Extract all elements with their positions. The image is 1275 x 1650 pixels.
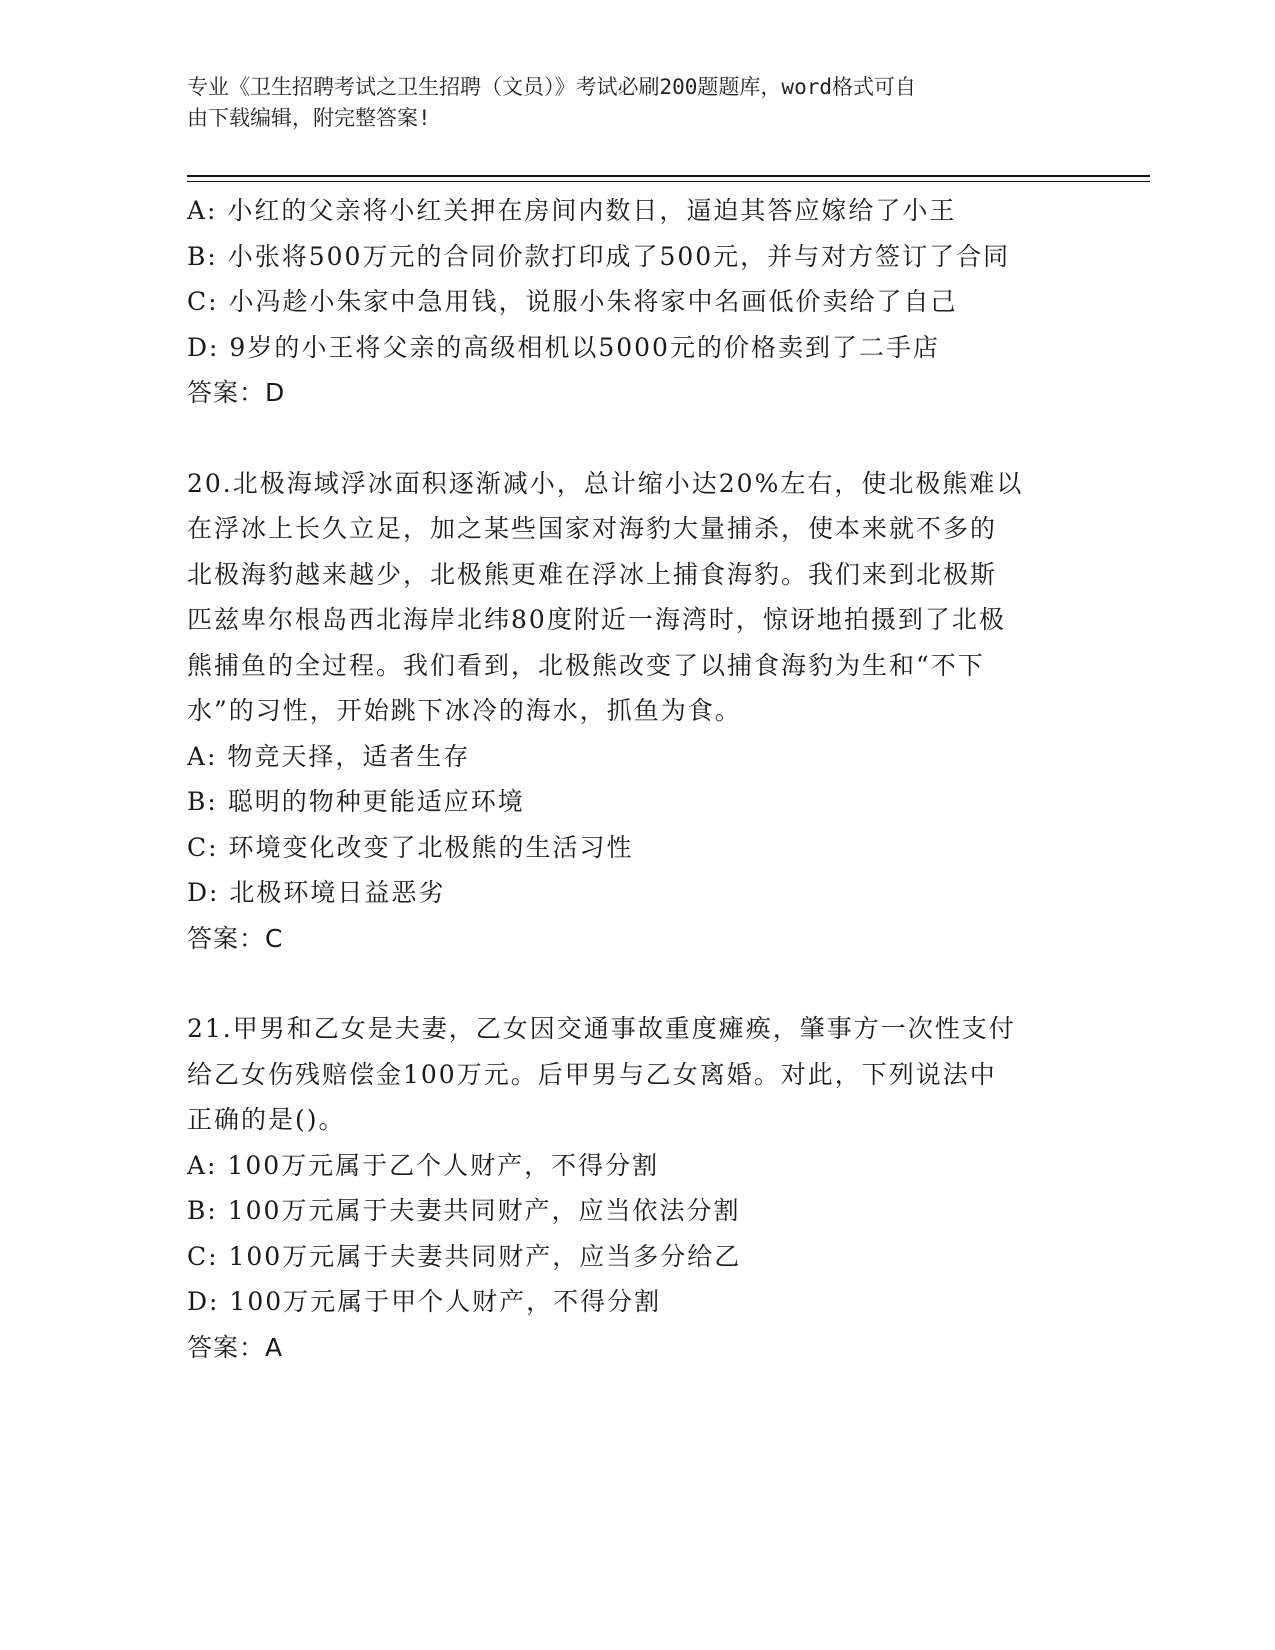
header-line-1: 专业《卫生招聘考试之卫生招聘（文员）》考试必刷200题题库，word格式可自 bbox=[187, 75, 916, 99]
question-text-line: 在浮冰上长久立足，加之某些国家对海豹大量捕杀，使本来就不多的 bbox=[187, 514, 998, 543]
option-a: A: 100万元属于乙个人财产，不得分割 bbox=[187, 1150, 660, 1180]
question-21-block bbox=[187, 1006, 1087, 1370]
answer-label: 答案：D bbox=[187, 378, 286, 407]
question-text-line: 北极海豹越来越少，北极熊更难在浮冰上捕食海豹。我们来到北极斯 bbox=[187, 559, 998, 589]
option-a: A: 物竞天择，适者生存 bbox=[187, 741, 471, 771]
header-divider-thick bbox=[187, 175, 1150, 177]
question-text-line: 水”的习性，开始跳下冰冷的海水，抓鱼为食。 bbox=[187, 696, 742, 725]
document-header bbox=[187, 72, 1067, 134]
option-b: B: 小张将500万元的合同价款打印成了500元，并与对方签订了合同 bbox=[187, 241, 1011, 271]
question-text-line: 20.北极海域浮冰面积逐渐减小，总计缩小达20%左右，使北极熊难以 bbox=[187, 468, 1024, 498]
option-d: D: 北极环境日益恶劣 bbox=[187, 878, 446, 907]
answer-label: 答案：C bbox=[187, 923, 284, 953]
option-c: C: 环境变化改变了北极熊的生活习性 bbox=[187, 832, 634, 862]
option-d: D: 100万元属于甲个人财产，不得分割 bbox=[187, 1287, 662, 1316]
question-text-line: 给乙女伤残赔偿金100万元。后甲男与乙女离婚。对此，下列说法中 bbox=[187, 1059, 997, 1089]
question-20-block bbox=[187, 461, 1087, 962]
header-divider-thin bbox=[187, 181, 1150, 182]
question-19-block bbox=[187, 188, 1087, 416]
question-text-line: 匹兹卑尔根岛西北海岸北纬80度附近一海湾时，惊讶地拍摄到了北极 bbox=[187, 605, 1006, 634]
question-text-line: 21.甲男和乙女是夫妻，乙女因交通事故重度瘫痪，肇事方一次性支付 bbox=[187, 1014, 1016, 1043]
option-c: C: 小冯趁小朱家中急用钱，说服小朱将家中名画低价卖给了自己 bbox=[187, 287, 958, 316]
header-line-2: 由下载编辑，附完整答案! bbox=[187, 106, 431, 130]
option-d: D: 9岁的小王将父亲的高级相机以5000元的价格卖到了二手店 bbox=[187, 332, 940, 362]
option-b: B: 聪明的物种更能适应环境 bbox=[187, 787, 525, 816]
answer-label: 答案：A bbox=[187, 1332, 284, 1362]
option-c: C: 100万元属于夫妻共同财产，应当多分给乙 bbox=[187, 1241, 742, 1271]
document-body bbox=[187, 188, 1087, 1415]
option-a: A: 小红的父亲将小红关押在房间内数日，逼迫其答应嫁给了小王 bbox=[187, 196, 957, 225]
option-b: B: 100万元属于夫妻共同财产，应当依法分割 bbox=[187, 1196, 741, 1225]
question-text-line: 熊捕鱼的全过程。我们看到，北极熊改变了以捕食海豹为生和“不下 bbox=[187, 650, 985, 680]
question-text-line: 正确的是()。 bbox=[187, 1105, 346, 1134]
